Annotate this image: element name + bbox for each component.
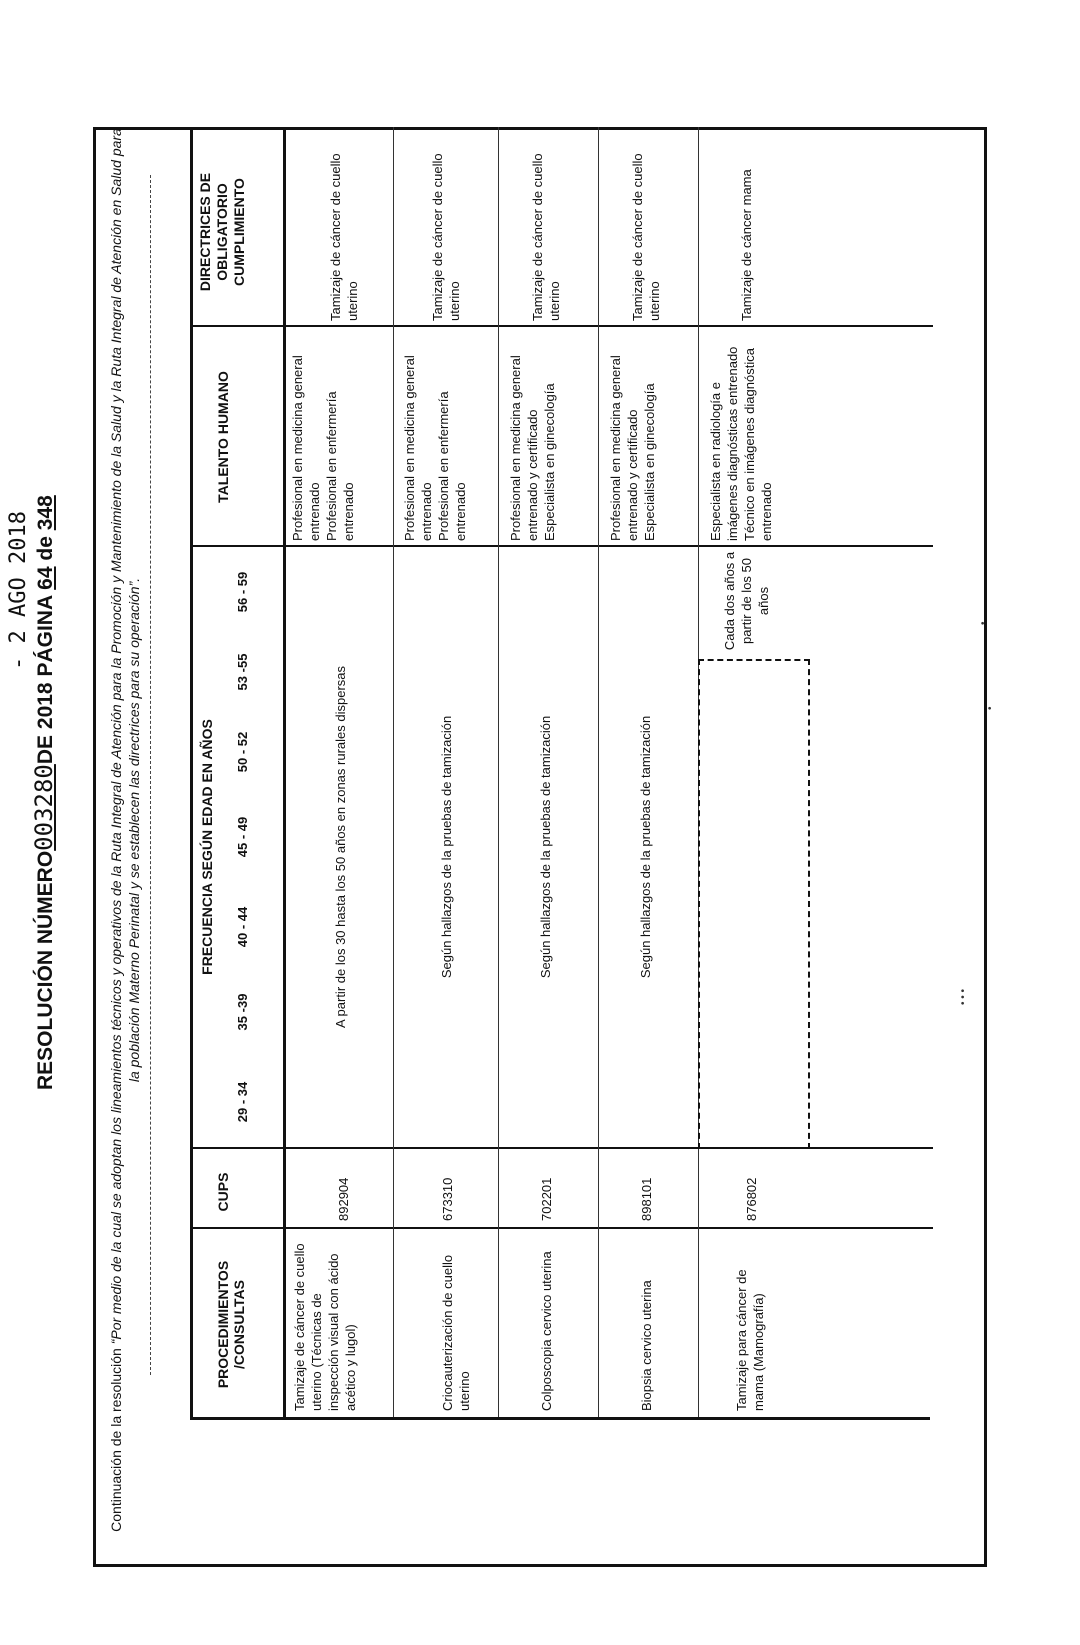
- directive-cell: Tamizaje de cáncer mama: [739, 169, 754, 321]
- talent-cell: Profesional en medicina general entrenado y certificado Especialista en ginecología: [508, 355, 557, 541]
- date-stamp: - 2 AGO 2018: [6, 511, 31, 670]
- talent-cell: Profesional en medicina general entrenado y certificado Especialista en ginecología: [608, 355, 657, 541]
- title-prefix: RESOLUCIÓN NÚMERO: [34, 850, 57, 1090]
- frequency-cell: A partir de los 30 hasta los 50 años en zonas rurales dispersas: [333, 665, 348, 1029]
- header-divider: [283, 127, 286, 1417]
- directive-cell: Tamizaje de cáncer de cuello uterino: [630, 153, 662, 321]
- dashed-rule: [150, 175, 151, 1375]
- procedure-cell: Tamizaje para cáncer de mama (Mamografía): [734, 1269, 766, 1411]
- scan-speck: •: [985, 706, 996, 710]
- age-group: 35 -39: [235, 993, 250, 1031]
- resolution-number: 003280: [30, 764, 58, 851]
- header-talent: TALENTO HUMANO: [215, 371, 231, 503]
- header-procedures: PROCEDIMIENTOS /CONSULTAS: [215, 1260, 247, 1389]
- talent-cell: Especialista en radiología e imágenes diagnósticas entrenado Técnico en imágenes diagnóstica entrenado: [708, 346, 774, 541]
- directive-cell: Tamizaje de cáncer de cuello uterino: [530, 153, 562, 321]
- procedures-table: [190, 130, 930, 1420]
- talent-cell: Profesional en medicina general entrenado Profesional en enfermería entrenado: [402, 355, 468, 541]
- page-number: 64: [34, 566, 57, 590]
- cups-cell: 898101: [639, 1177, 654, 1221]
- scan-speck: •: [978, 621, 989, 625]
- scan-speck: • • •: [958, 988, 969, 1005]
- cups-cell: 892904: [336, 1177, 351, 1221]
- age-group: 40 - 44: [235, 906, 250, 948]
- age-group: 53 -55: [235, 653, 250, 691]
- title-middle: DE 2018 PÁGINA: [34, 595, 57, 765]
- procedure-cell: Criocauterización de cuello uterino: [440, 1254, 472, 1411]
- row-divider: [598, 127, 599, 1417]
- total-pages: 348: [34, 495, 57, 531]
- header-directives: DIRECTRICES DE OBLIGATORIO CUMPLIMIENTO: [197, 172, 247, 292]
- resolution-title: [6, 495, 58, 1090]
- age-group: 29 - 34: [235, 1081, 250, 1123]
- frequency-cell: Según hallazgos de la pruebas de tamización: [638, 715, 653, 979]
- procedure-cell: Biopsia cervico uterina: [639, 1280, 654, 1411]
- age-group: 45 - 49: [235, 816, 250, 858]
- col-divider: [193, 1147, 933, 1149]
- talent-cell: Profesional en medicina general entrenado Profesional en enfermería entrenado: [290, 355, 356, 541]
- resolution-intro: [107, 125, 143, 1535]
- blank-dashed-box: [698, 659, 810, 1149]
- intro-quote: “Por medio de la cual se adoptan los lineamientos técnicos y operativos de la Ruta Integral de Atención para la Promoción y Mantenimiento de la Salud y la Ruta Integral de Atención en Salud para la población Materno Perinatal y se establecen las directrices para su operación”.: [108, 128, 142, 1345]
- frequency-cell: Según hallazgos de la pruebas de tamización: [439, 715, 454, 979]
- row-divider: [393, 127, 394, 1417]
- procedure-cell: Tamizaje de cáncer de cuello uterino (Técnicas de inspección visual con ácido acético y lugol): [292, 1243, 358, 1411]
- cups-cell: 702201: [539, 1177, 554, 1221]
- frequency-cell: Cada dos años a partir de los 50 años: [722, 551, 771, 651]
- frequency-cell: Según hallazgos de la pruebas de tamización: [538, 715, 553, 979]
- header-frequency: FRECUENCIA SEGÚN EDAD EN AÑOS: [199, 719, 215, 975]
- intro-lead: Continuación de la resolución: [108, 1348, 124, 1532]
- age-group: 56 - 59: [235, 571, 250, 613]
- age-group: 50 - 52: [235, 731, 250, 773]
- cups-cell: 673310: [440, 1177, 455, 1221]
- title-de: de: [34, 536, 57, 561]
- directive-cell: Tamizaje de cáncer de cuello uterino: [430, 153, 462, 321]
- procedure-cell: Colposcopia cervico uterina: [539, 1251, 554, 1411]
- directive-cell: Tamizaje de cáncer de cuello uterino: [328, 153, 360, 321]
- header-cups: CUPS: [215, 1172, 231, 1212]
- row-divider: [498, 127, 499, 1417]
- cups-cell: 876802: [744, 1177, 759, 1221]
